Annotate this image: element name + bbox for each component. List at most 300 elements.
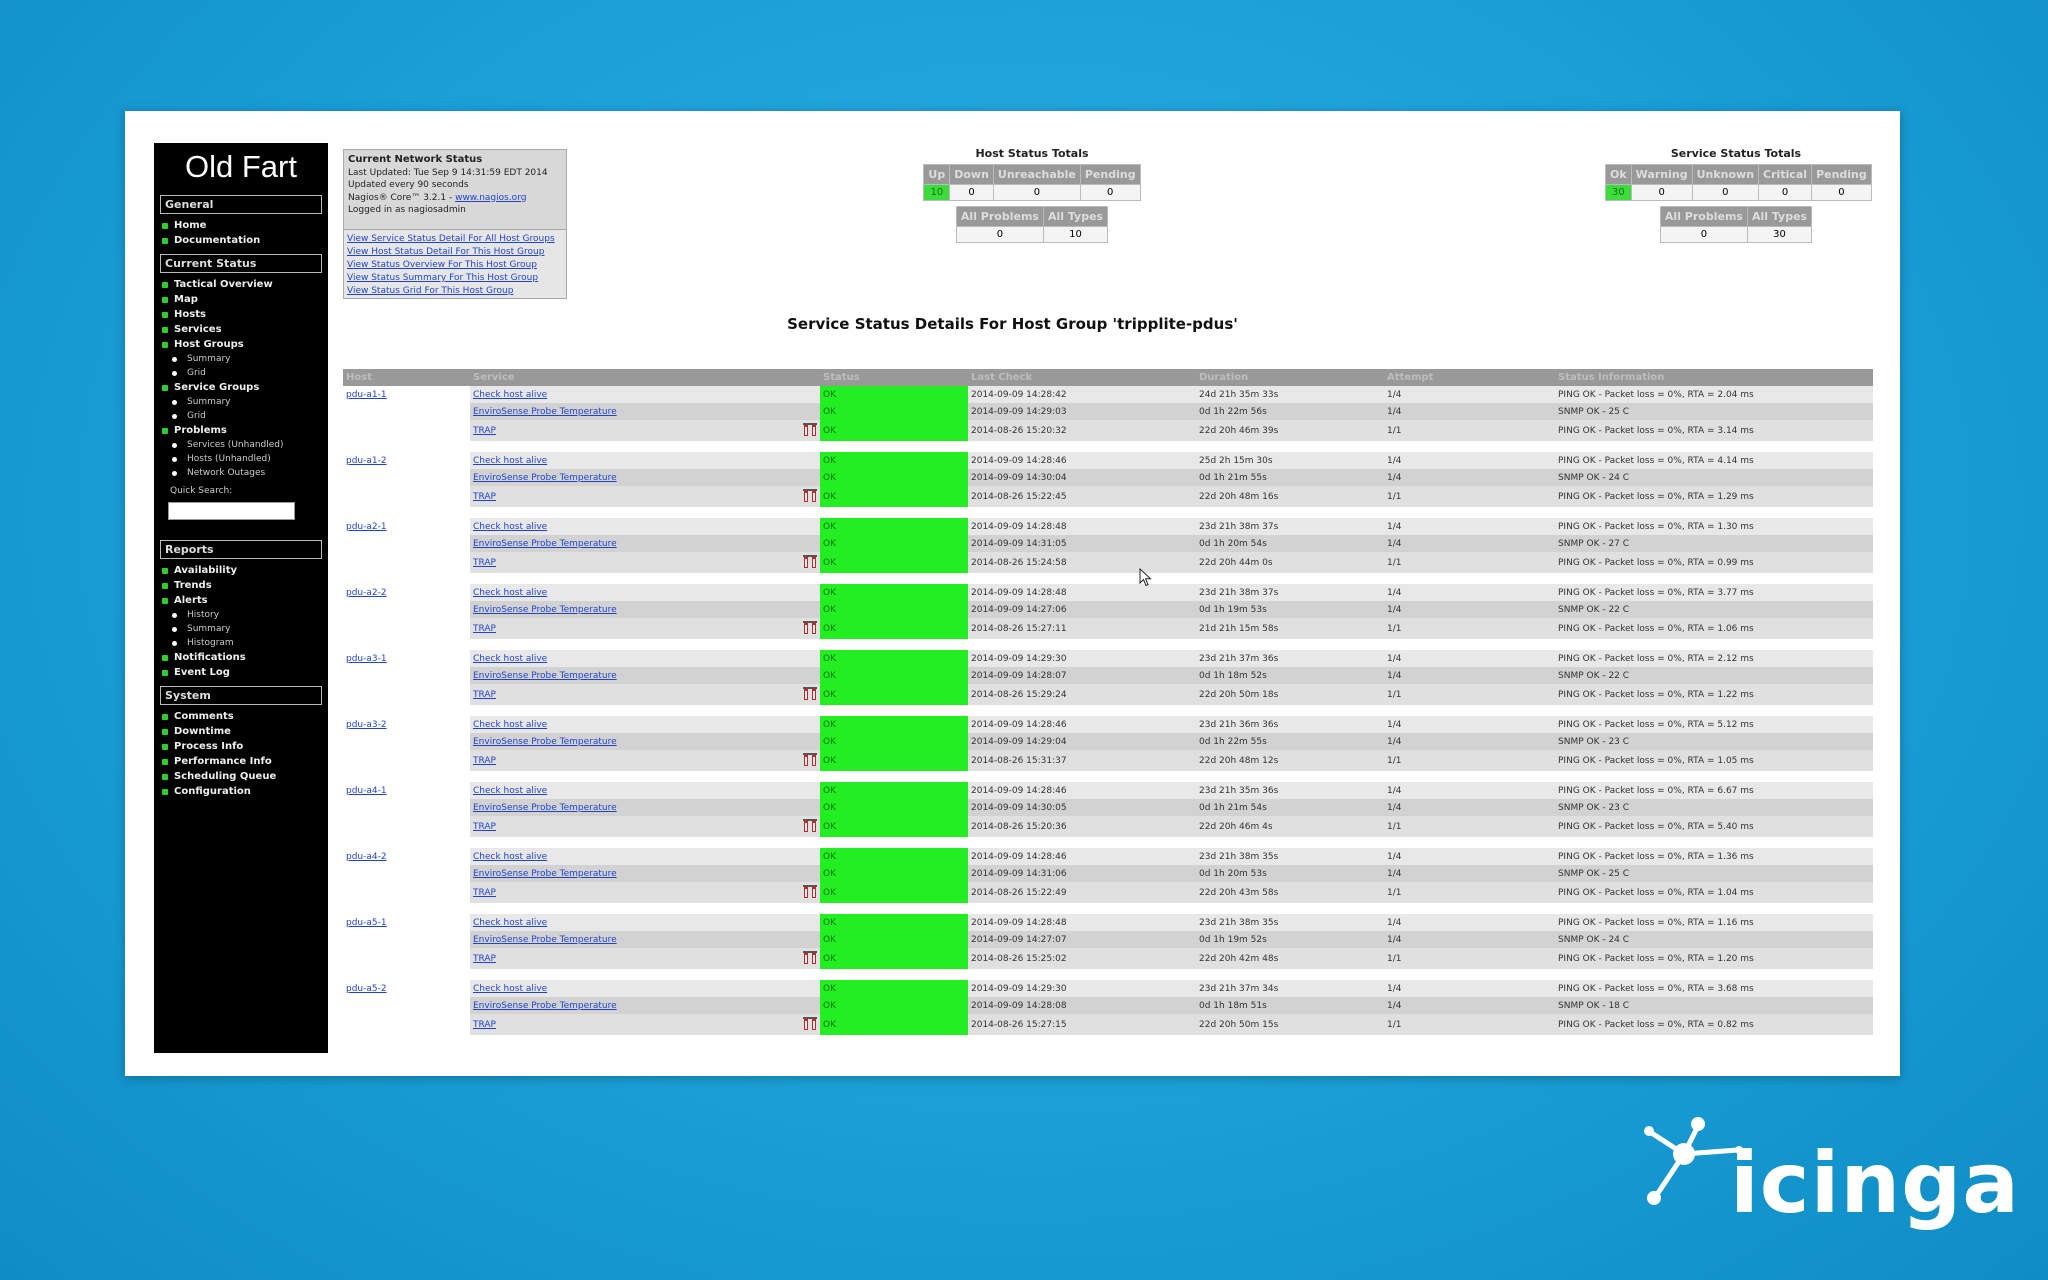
col-host-header[interactable]: Host (343, 369, 470, 386)
sidebar-item-label: Services (174, 324, 222, 335)
spacer-cell (343, 441, 1873, 452)
duration-cell: 0d 1h 21m 54s (1196, 799, 1384, 816)
service-link-check-host-alive[interactable]: Check host alive (473, 851, 548, 862)
attempt-cell: 1/4 (1384, 667, 1555, 684)
service-link-trap[interactable]: TRAP (473, 491, 496, 502)
passive-check-icon[interactable] (803, 1016, 817, 1031)
service-link-check-host-alive[interactable]: Check host alive (473, 521, 548, 532)
sidebar-subitem-problems-services-unhandled[interactable] (154, 438, 328, 452)
service-link-trap[interactable]: TRAP (473, 557, 496, 568)
passive-check-icon[interactable] (803, 950, 817, 965)
col-duration-header[interactable]: Duration (1196, 369, 1384, 386)
host-pending-count[interactable]: 0 (1080, 185, 1140, 201)
sidebar-subitem-alerts-history[interactable] (154, 608, 328, 622)
service-link-envirosense-probe-temperature[interactable]: EnviroSense Probe Temperature (473, 1000, 617, 1011)
sidebar-item-alerts[interactable] (154, 593, 328, 608)
attempt-cell: 1/4 (1384, 716, 1555, 733)
status-info-cell: SNMP OK - 22 C (1555, 667, 1873, 684)
sidebar-item-host-groups[interactable] (154, 337, 328, 352)
attempt-cell: 1/1 (1384, 882, 1555, 903)
svc-warning-header[interactable]: Warning (1631, 165, 1692, 185)
status-info-cell: SNMP OK - 24 C (1555, 469, 1873, 486)
quick-search-label: Quick Search: (170, 486, 233, 496)
green-square-icon (162, 789, 168, 795)
status-info-cell: SNMP OK - 27 C (1555, 535, 1873, 552)
sidebar-item-label: Trends (174, 580, 212, 591)
green-square-icon (162, 568, 168, 574)
sidebar-item-availability[interactable] (154, 563, 328, 578)
duration-cell: 0d 1h 18m 52s (1196, 667, 1384, 684)
service-link-check-host-alive[interactable]: Check host alive (473, 983, 548, 994)
status-info-cell: PING OK - Packet loss = 0%, RTA = 2.12 ms (1555, 650, 1873, 667)
status-info-cell: PING OK - Packet loss = 0%, RTA = 1.04 ms (1555, 882, 1873, 903)
svc-all-types-count[interactable]: 30 (1747, 227, 1811, 243)
service-cell (470, 848, 820, 865)
last-check-cell: 2014-09-09 14:31:05 (968, 535, 1196, 552)
view-link-host-detail[interactable]: View Host Status Detail For This Host Group (347, 247, 545, 257)
table-row (343, 865, 1873, 882)
host-cell (343, 782, 470, 799)
green-square-icon (162, 428, 168, 434)
attempt-cell: 1/1 (1384, 948, 1555, 969)
service-cell (470, 750, 820, 771)
status-info-cell: SNMP OK - 23 C (1555, 799, 1873, 816)
service-link-envirosense-probe-temperature[interactable]: EnviroSense Probe Temperature (473, 868, 617, 879)
status-badge: OK (820, 518, 968, 535)
service-link-check-host-alive[interactable]: Check host alive (473, 455, 548, 466)
group-spacer (343, 771, 1873, 782)
service-link-envirosense-probe-temperature[interactable]: EnviroSense Probe Temperature (473, 472, 617, 483)
status-badge: OK (820, 618, 968, 639)
svc-pending-count[interactable]: 0 (1812, 185, 1872, 201)
table-row (343, 997, 1873, 1014)
svc-critical-header[interactable]: Critical (1759, 165, 1812, 185)
group-spacer (343, 903, 1873, 914)
sidebar-item-label: Downtime (174, 726, 231, 737)
service-cell (470, 733, 820, 750)
service-link-trap[interactable]: TRAP (473, 689, 496, 700)
version-line (348, 192, 562, 205)
passive-check-icon[interactable] (803, 554, 817, 569)
view-links (343, 229, 567, 299)
spacer-cell (343, 639, 1873, 650)
svc-all-types-header[interactable]: All Types (1747, 207, 1811, 227)
green-square-icon (162, 385, 168, 391)
status-badge: OK (820, 799, 968, 816)
host-link[interactable]: pdu-a2-1 (346, 521, 387, 532)
status-badge: OK (820, 931, 968, 948)
host-totals-title: Host Status Totals (975, 147, 1089, 160)
status-info-cell: SNMP OK - 24 C (1555, 931, 1873, 948)
green-square-icon (162, 714, 168, 720)
col-status-info-header[interactable]: Status Information (1555, 369, 1873, 386)
sidebar-item-map[interactable] (154, 292, 328, 307)
host-cell (343, 848, 470, 865)
brand-title: Old Fart (185, 149, 297, 184)
service-cell (470, 486, 820, 507)
host-cell-empty (343, 733, 470, 750)
col-attempt-header[interactable]: Attempt (1384, 369, 1555, 386)
duration-cell: 22d 20h 48m 16s (1196, 486, 1384, 507)
attempt-cell: 1/4 (1384, 386, 1555, 403)
duration-cell: 24d 21h 35m 33s (1196, 386, 1384, 403)
view-link-summary[interactable]: View Status Summary For This Host Group (347, 273, 539, 283)
service-cell (470, 667, 820, 684)
host-up-count[interactable]: 10 (924, 185, 950, 201)
sidebar-section-current-status: Current Status (160, 254, 322, 273)
service-link-check-host-alive[interactable]: Check host alive (473, 389, 548, 400)
sidebar-item-trends[interactable] (154, 578, 328, 593)
last-check-cell: 2014-09-09 14:29:04 (968, 733, 1196, 750)
host-down-count[interactable]: 0 (950, 185, 994, 201)
table-row (343, 601, 1873, 618)
status-badge: OK (820, 914, 968, 931)
service-cell (470, 518, 820, 535)
host-cell-empty (343, 931, 470, 948)
quick-search-input[interactable] (168, 502, 295, 520)
attempt-cell: 1/1 (1384, 684, 1555, 705)
sidebar-item-scheduling-queue[interactable] (154, 769, 328, 784)
green-square-icon (162, 238, 168, 244)
status-info-cell: PING OK - Packet loss = 0%, RTA = 0.82 ms (1555, 1014, 1873, 1035)
table-row (343, 799, 1873, 816)
status-badge: OK (820, 386, 968, 403)
host-link[interactable]: pdu-a5-2 (346, 983, 387, 994)
host-link[interactable]: pdu-a1-2 (346, 455, 387, 466)
sidebar-item-label: Service Groups (174, 382, 260, 393)
sidebar-item-notifications[interactable] (154, 650, 328, 665)
svc-all-problems-count[interactable]: 0 (1660, 227, 1747, 243)
passive-check-icon[interactable] (803, 488, 817, 503)
sidebar-item-service-groups[interactable] (154, 380, 328, 395)
host-cell (343, 452, 470, 469)
last-check-cell: 2014-09-09 14:28:46 (968, 848, 1196, 865)
sidebar-subitem-label: Summary (187, 397, 231, 407)
host-cell-empty (343, 816, 470, 837)
service-link-envirosense-probe-temperature[interactable]: EnviroSense Probe Temperature (473, 670, 617, 681)
bullet-icon (172, 613, 177, 618)
sidebar-subitem-host-groups-summary[interactable] (154, 352, 328, 366)
last-check-cell: 2014-09-09 14:29:03 (968, 403, 1196, 420)
attempt-cell: 1/1 (1384, 750, 1555, 771)
table-row (343, 980, 1873, 997)
service-link-check-host-alive[interactable]: Check host alive (473, 653, 548, 664)
col-status-header[interactable]: Status (820, 369, 968, 386)
sidebar-item-configuration[interactable] (154, 784, 328, 799)
last-check-cell: 2014-08-26 15:20:32 (968, 420, 1196, 441)
status-info-cell: SNMP OK - 25 C (1555, 865, 1873, 882)
host-link[interactable]: pdu-a4-1 (346, 785, 387, 796)
host-cell-empty (343, 997, 470, 1014)
service-cell (470, 931, 820, 948)
group-spacer (343, 837, 1873, 848)
sidebar-item-label: Configuration (174, 786, 251, 797)
group-spacer (343, 705, 1873, 716)
sidebar-item-label: Event Log (174, 667, 230, 678)
host-cell (343, 914, 470, 931)
service-link-envirosense-probe-temperature[interactable]: EnviroSense Probe Temperature (473, 802, 617, 813)
host-cell-empty (343, 882, 470, 903)
current-network-status (343, 149, 567, 231)
sidebar-subitem-problems-hosts-unhandled[interactable] (154, 452, 328, 466)
table-header-row (343, 369, 1873, 386)
bullet-icon (172, 471, 177, 476)
sidebar-item-label: Documentation (174, 235, 261, 246)
sidebar-item-documentation[interactable] (154, 233, 328, 248)
sidebar-subitem-host-groups-grid[interactable] (154, 366, 328, 380)
status-badge: OK (820, 584, 968, 601)
host-link[interactable]: pdu-a4-2 (346, 851, 387, 862)
duration-cell: 22d 20h 48m 12s (1196, 750, 1384, 771)
svc-unknown-count[interactable]: 0 (1692, 185, 1758, 201)
attempt-cell: 1/4 (1384, 980, 1555, 997)
svc-warning-count[interactable]: 0 (1631, 185, 1692, 201)
nagios-link[interactable]: www.nagios.org (455, 192, 527, 203)
duration-cell: 22d 20h 44m 0s (1196, 552, 1384, 573)
service-cell (470, 1014, 820, 1035)
status-info-cell: PING OK - Packet loss = 0%, RTA = 1.06 ms (1555, 618, 1873, 639)
duration-cell: 25d 2h 15m 30s (1196, 452, 1384, 469)
sidebar (154, 143, 328, 1053)
browser-page (125, 111, 1900, 1076)
attempt-cell: 1/4 (1384, 733, 1555, 750)
table-row (343, 716, 1873, 733)
sidebar-subitem-label: Hosts (Unhandled) (187, 454, 271, 464)
col-service-header[interactable]: Service (470, 369, 820, 386)
bullet-icon (172, 443, 177, 448)
svc-all-problems-header[interactable]: All Problems (1660, 207, 1747, 227)
spacer-cell (343, 837, 1873, 848)
attempt-cell: 1/1 (1384, 1014, 1555, 1035)
sidebar-item-downtime[interactable] (154, 724, 328, 739)
service-link-envirosense-probe-temperature[interactable]: EnviroSense Probe Temperature (473, 538, 617, 549)
group-spacer (343, 639, 1873, 650)
host-unreachable-header[interactable]: Unreachable (993, 165, 1080, 185)
service-link-trap[interactable]: TRAP (473, 821, 496, 832)
service-cell (470, 601, 820, 618)
service-cell (470, 882, 820, 903)
last-check-cell: 2014-09-09 14:28:46 (968, 452, 1196, 469)
duration-cell: 22d 20h 43m 58s (1196, 882, 1384, 903)
service-cell (470, 650, 820, 667)
passive-check-icon[interactable] (803, 686, 817, 701)
bullet-icon (172, 414, 177, 419)
sidebar-subitem-service-groups-summary[interactable] (154, 395, 328, 409)
duration-cell: 0d 1h 20m 54s (1196, 535, 1384, 552)
status-info-cell: PING OK - Packet loss = 0%, RTA = 6.67 ms (1555, 782, 1873, 799)
host-cell-empty (343, 486, 470, 507)
bullet-icon (172, 641, 177, 646)
host-all-problems-header[interactable]: All Problems (956, 207, 1043, 227)
last-check-cell: 2014-09-09 14:28:08 (968, 997, 1196, 1014)
svc-ok-count[interactable]: 30 (1606, 185, 1632, 201)
host-totals-summary (956, 206, 1108, 243)
spacer-cell (343, 771, 1873, 782)
svc-unknown-header[interactable]: Unknown (1692, 165, 1758, 185)
sidebar-item-problems[interactable] (154, 423, 328, 438)
sidebar-item-label: Performance Info (174, 756, 272, 767)
passive-check-icon[interactable] (803, 884, 817, 899)
status-info-cell: PING OK - Packet loss = 0%, RTA = 3.68 ms (1555, 980, 1873, 997)
host-pending-header[interactable]: Pending (1080, 165, 1140, 185)
table-row (343, 386, 1873, 403)
table-row (343, 403, 1873, 420)
host-cell-empty (343, 799, 470, 816)
service-cell (470, 980, 820, 997)
attempt-cell: 1/1 (1384, 552, 1555, 573)
last-check-cell: 2014-08-26 15:22:49 (968, 882, 1196, 903)
bullet-icon (172, 457, 177, 462)
table-row (343, 584, 1873, 601)
last-check-cell: 2014-09-09 14:28:07 (968, 667, 1196, 684)
service-link-envirosense-probe-temperature[interactable]: EnviroSense Probe Temperature (473, 934, 617, 945)
sidebar-section-reports: Reports (160, 540, 322, 559)
service-cell (470, 618, 820, 639)
service-link-check-host-alive[interactable]: Check host alive (473, 917, 548, 928)
sidebar-item-home[interactable] (154, 218, 328, 233)
host-link[interactable]: pdu-a3-2 (346, 719, 387, 730)
status-badge: OK (820, 733, 968, 750)
last-check-cell: 2014-09-09 14:28:48 (968, 518, 1196, 535)
attempt-cell: 1/4 (1384, 865, 1555, 882)
host-all-problems-count[interactable]: 0 (956, 227, 1043, 243)
status-badge: OK (820, 452, 968, 469)
sidebar-subitem-label: Grid (187, 368, 206, 378)
passive-check-icon[interactable] (803, 752, 817, 767)
sidebar-item-comments[interactable] (154, 709, 328, 724)
svc-critical-count[interactable]: 0 (1759, 185, 1812, 201)
service-link-trap[interactable]: TRAP (473, 953, 496, 964)
sidebar-subitem-alerts-summary[interactable] (154, 622, 328, 636)
host-link[interactable]: pdu-a5-1 (346, 917, 387, 928)
version-prefix: Nagios® Core™ 3.2.1 - (348, 192, 456, 203)
sidebar-subitem-alerts-histogram[interactable] (154, 636, 328, 650)
service-link-check-host-alive[interactable]: Check host alive (473, 785, 548, 796)
status-badge: OK (820, 750, 968, 771)
duration-cell: 23d 21h 37m 36s (1196, 650, 1384, 667)
table-row (343, 650, 1873, 667)
attempt-cell: 1/4 (1384, 584, 1555, 601)
attempt-cell: 1/4 (1384, 799, 1555, 816)
service-link-envirosense-probe-temperature[interactable]: EnviroSense Probe Temperature (473, 736, 617, 747)
service-link-trap[interactable]: TRAP (473, 755, 496, 766)
attempt-cell: 1/4 (1384, 997, 1555, 1014)
host-cell (343, 386, 470, 403)
host-cell-empty (343, 535, 470, 552)
attempt-cell: 1/4 (1384, 601, 1555, 618)
status-info-cell: PING OK - Packet loss = 0%, RTA = 5.40 ms (1555, 816, 1873, 837)
host-cell (343, 650, 470, 667)
sidebar-item-performance-info[interactable] (154, 754, 328, 769)
sidebar-item-tactical-overview[interactable] (154, 277, 328, 292)
sidebar-subitem-label: Grid (187, 411, 206, 421)
status-info-cell: PING OK - Packet loss = 0%, RTA = 1.20 ms (1555, 948, 1873, 969)
sidebar-subitem-label: Network Outages (187, 468, 266, 478)
sidebar-item-label: Home (174, 220, 207, 231)
table-row (343, 684, 1873, 705)
service-link-check-host-alive[interactable]: Check host alive (473, 719, 548, 730)
duration-cell: 21d 21h 15m 58s (1196, 618, 1384, 639)
view-link-service-detail-all[interactable]: View Service Status Detail For All Host Groups (347, 234, 555, 244)
green-square-icon (162, 598, 168, 604)
host-unreachable-count[interactable]: 0 (993, 185, 1080, 201)
status-info-cell: PING OK - Packet loss = 0%, RTA = 4.14 ms (1555, 452, 1873, 469)
service-link-trap[interactable]: TRAP (473, 425, 496, 436)
last-check-cell: 2014-09-09 14:28:42 (968, 386, 1196, 403)
host-link[interactable]: pdu-a1-1 (346, 389, 387, 400)
sidebar-subitem-label: Histogram (187, 638, 234, 648)
sidebar-spacer (154, 520, 328, 534)
service-link-envirosense-probe-temperature[interactable]: EnviroSense Probe Temperature (473, 604, 617, 615)
sidebar-item-event-log[interactable] (154, 665, 328, 680)
green-square-icon (162, 744, 168, 750)
duration-cell: 0d 1h 21m 55s (1196, 469, 1384, 486)
sidebar-item-process-info[interactable] (154, 739, 328, 754)
sidebar-item-label: Hosts (174, 309, 206, 320)
passive-check-icon[interactable] (803, 620, 817, 635)
host-link[interactable]: pdu-a3-1 (346, 653, 387, 664)
last-check-cell: 2014-08-26 15:20:36 (968, 816, 1196, 837)
group-spacer (343, 441, 1873, 452)
status-badge: OK (820, 403, 968, 420)
status-info-cell: PING OK - Packet loss = 0%, RTA = 5.12 ms (1555, 716, 1873, 733)
service-link-check-host-alive[interactable]: Check host alive (473, 587, 548, 598)
icinga-wordmark: icinga (1730, 1134, 2020, 1232)
duration-cell: 0d 1h 22m 55s (1196, 733, 1384, 750)
host-link[interactable]: pdu-a2-2 (346, 587, 387, 598)
svc-ok-header[interactable]: Ok (1606, 165, 1632, 185)
status-info-cell: PING OK - Packet loss = 0%, RTA = 1.05 ms (1555, 750, 1873, 771)
service-cell (470, 452, 820, 469)
passive-check-icon[interactable] (803, 422, 817, 437)
service-cell (470, 997, 820, 1014)
green-square-icon (162, 282, 168, 288)
host-up-header[interactable]: Up (924, 165, 950, 185)
status-badge: OK (820, 782, 968, 799)
host-all-types-header[interactable]: All Types (1043, 207, 1107, 227)
last-check-cell: 2014-08-26 15:29:24 (968, 684, 1196, 705)
table-row (343, 486, 1873, 507)
duration-cell: 22d 20h 50m 18s (1196, 684, 1384, 705)
host-down-header[interactable]: Down (950, 165, 994, 185)
duration-cell: 0d 1h 18m 51s (1196, 997, 1384, 1014)
service-link-trap[interactable]: TRAP (473, 1019, 496, 1030)
host-all-types-count[interactable]: 10 (1043, 227, 1107, 243)
service-link-envirosense-probe-temperature[interactable]: EnviroSense Probe Temperature (473, 406, 617, 417)
service-cell (470, 782, 820, 799)
sidebar-item-label: Host Groups (174, 339, 244, 350)
view-link-grid[interactable]: View Status Grid For This Host Group (347, 286, 514, 296)
svc-pending-header[interactable]: Pending (1812, 165, 1872, 185)
service-link-trap[interactable]: TRAP (473, 887, 496, 898)
col-last-check-header[interactable]: Last Check (968, 369, 1196, 386)
sidebar-subitem-problems-network-outages[interactable] (154, 466, 328, 480)
service-cell (470, 552, 820, 573)
last-check-cell: 2014-08-26 15:22:45 (968, 486, 1196, 507)
view-link-overview[interactable]: View Status Overview For This Host Group (347, 260, 537, 270)
sidebar-subitem-service-groups-grid[interactable] (154, 409, 328, 423)
table-row (343, 882, 1873, 903)
last-check-cell: 2014-09-09 14:27:07 (968, 931, 1196, 948)
last-check-cell: 2014-09-09 14:27:06 (968, 601, 1196, 618)
sidebar-section-system: System (160, 686, 322, 705)
status-badge: OK (820, 601, 968, 618)
table-row (343, 552, 1873, 573)
host-cell-empty (343, 552, 470, 573)
passive-check-icon[interactable] (803, 818, 817, 833)
service-link-trap[interactable]: TRAP (473, 623, 496, 634)
table-row (343, 914, 1873, 931)
